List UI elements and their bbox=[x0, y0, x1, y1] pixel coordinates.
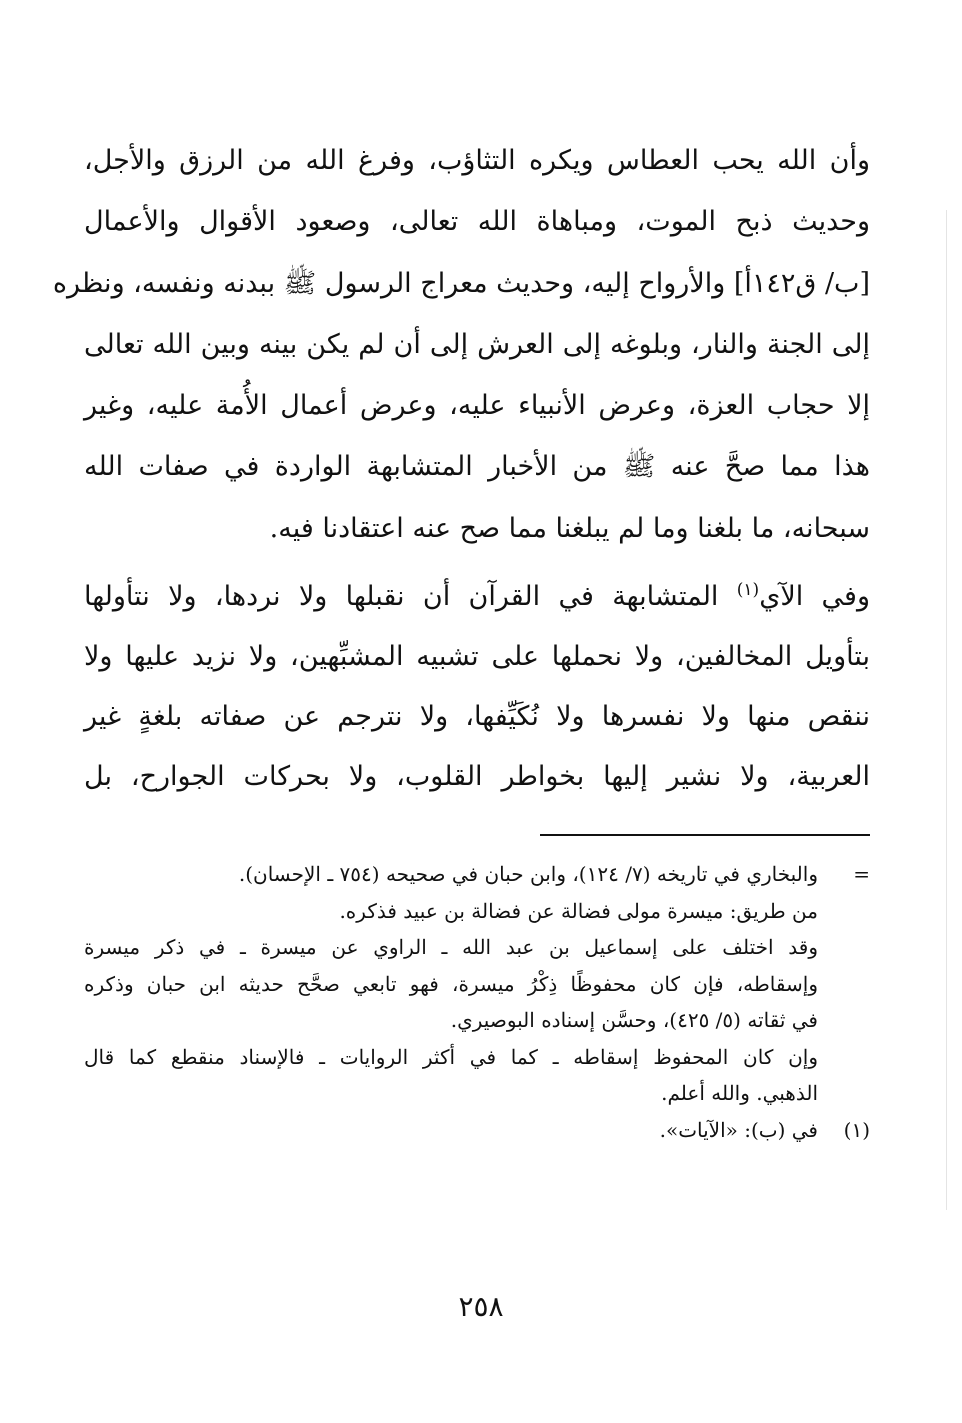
footnote-line: الذهبي. والله أعلم. bbox=[661, 1081, 818, 1105]
footnote-line: وإن كان المحفوظ إسقاطه ـ كما في أكثر الروايات ـ فالإسناد منقطع كما قال bbox=[84, 1044, 818, 1069]
footnote-line: في (ب): «الآيات». bbox=[659, 1117, 818, 1142]
footnote-continuation-text bbox=[84, 856, 818, 1112]
footnote-line: في ثقاته (٥/ ٤٢٥)، وحسَّن إسناده البوصيري. bbox=[450, 1008, 818, 1032]
footnote-line: من طريق: ميسرة مولى فضالة عن فضالة بن عبيد فذكره. bbox=[339, 898, 818, 923]
text-line: إلى الجنة والنار، وبلوغه إلى العرش إلى أن لم يكن بينه وبين الله تعالى bbox=[84, 328, 870, 360]
main-paragraph-2 bbox=[84, 567, 870, 807]
text-line: بتأويل المخالفين، ولا نحملها على تشبيه المشبِّهين، ولا نزيد عليها ولا bbox=[84, 641, 870, 672]
footnote-separator bbox=[540, 834, 870, 836]
text-line-with-footnote-ref bbox=[84, 567, 870, 627]
continuation-marker: = bbox=[853, 862, 870, 886]
text-line: إلا حجاب العزة، وعرض الأنبياء عليه، وعرض أعمال الأُمة عليه، وغير bbox=[84, 390, 870, 422]
footnote-reference[interactable]: (١) bbox=[736, 580, 760, 600]
text-line: ننقص منها ولا نفسرها ولا نُكَيِّفها، ولا نترجم عن صفاته بلغةٍ غير bbox=[84, 701, 870, 732]
text-line: [ب/ ق١٤٢أ] والأرواح إليه، وحديث معراج الرسول ﷺ ببدنه ونفسه، ونظره bbox=[52, 267, 870, 299]
footnote-line: والبخاري في تاريخه (٧/ ١٢٤)، وابن حبان في صحيحه (٧٥٤ ـ الإحسان). bbox=[238, 862, 818, 886]
page-number: ٢٥٨ bbox=[458, 1290, 504, 1323]
footnote-line: وإسقاطه، فإن كان محفوظًا ذِكْرُ ميسرة، فهو تابعي صحَّح حديثه ابن حبان وذكره bbox=[84, 971, 818, 996]
text-line: وأن الله يحب العطاس ويكره التثاؤب، وفرغ الله من الرزق والأجل، bbox=[84, 145, 870, 176]
text-line: العربية، ولا نشير إليها بخواطر القلوب، ولا بحركات الجوارح، بل bbox=[84, 761, 870, 792]
footnote-1-text bbox=[84, 1112, 818, 1149]
footnote-1 bbox=[84, 1112, 870, 1149]
footnote-line: وقد اختلف على إسماعيل بن عبد الله ـ الراوي عن ميسرة ـ في ذكر ميسرة bbox=[84, 935, 818, 959]
text-line: سبحانه، ما بلغنا وما لم يبلغنا مما صح عنه اعتقادنا فيه. bbox=[269, 512, 870, 544]
footnote-number: (١) bbox=[843, 1117, 870, 1142]
footnote-continuation bbox=[84, 856, 870, 1112]
text-line: هذا مما صحَّ عنه ﷺ من الأخبار المتشابهة الواردة في صفات الله bbox=[84, 451, 870, 483]
page-edge-line bbox=[946, 210, 947, 1210]
main-paragraph-1 bbox=[52, 130, 870, 559]
text-segment: وفي الآي bbox=[759, 581, 870, 612]
text-segment: المتشابهة في القرآن أن نقبلها ولا نردها، ولا نتأولها bbox=[84, 581, 737, 612]
footnotes-block bbox=[84, 856, 870, 1148]
text-line: وحديث ذبح الموت، ومباهاة الله تعالى، وصعود الأقوال والأعمال bbox=[84, 206, 870, 238]
